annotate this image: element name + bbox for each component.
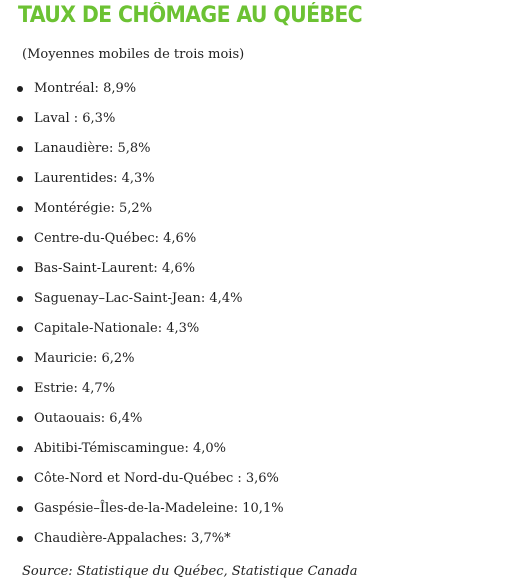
list-item-text: Montréal: 8,9% bbox=[34, 81, 137, 96]
list-item-text: Laurentides: 4,3% bbox=[34, 171, 155, 186]
list-item-text: Centre-du-Québec: 4,6% bbox=[34, 231, 197, 246]
bullet-icon bbox=[17, 86, 23, 92]
list-item-text: Outaouais: 6,4% bbox=[34, 411, 143, 426]
bullet-icon bbox=[17, 266, 23, 272]
list-item-text: Abitibi-Témiscamingue: 4,0% bbox=[34, 441, 226, 456]
bullet-icon bbox=[17, 176, 23, 182]
source-note: Source: Statistique du Québec, Statistique Canada bbox=[22, 564, 358, 579]
list-item-text: Laval : 6,3% bbox=[34, 111, 116, 126]
list-item-text: Estrie: 4,7% bbox=[34, 381, 115, 396]
bullet-icon bbox=[17, 236, 23, 242]
bullet-icon bbox=[17, 326, 23, 332]
list-item-text: Capitale-Nationale: 4,3% bbox=[34, 321, 200, 336]
page-title: TAUX DE CHÔMAGE AU QUÉBEC bbox=[18, 3, 363, 28]
bullet-icon bbox=[17, 206, 23, 212]
bullet-icon bbox=[17, 116, 23, 122]
bullet-icon bbox=[17, 536, 23, 542]
list-item-text: Saguenay–Lac-Saint-Jean: 4,4% bbox=[34, 291, 243, 306]
list-item-text: Lanaudière: 5,8% bbox=[34, 141, 151, 156]
bullet-icon bbox=[17, 386, 23, 392]
bullet-icon bbox=[17, 356, 23, 362]
list-item-text: Chaudière-Appalaches: 3,7%* bbox=[34, 531, 231, 546]
bullet-icon bbox=[17, 446, 23, 452]
bullet-icon bbox=[17, 296, 23, 302]
list-item-text: Mauricie: 6,2% bbox=[34, 351, 135, 366]
bullet-icon bbox=[17, 506, 23, 512]
bullet-icon bbox=[17, 416, 23, 422]
list-item-text: Montérégie: 5,2% bbox=[34, 201, 153, 216]
list-item-text: Côte-Nord et Nord-du-Québec : 3,6% bbox=[34, 471, 279, 486]
bullet-icon bbox=[17, 146, 23, 152]
bullet-icon bbox=[17, 476, 23, 482]
subtitle: (Moyennes mobiles de trois mois) bbox=[22, 47, 245, 62]
list-item-text: Bas-Saint-Laurent: 4,6% bbox=[34, 261, 195, 276]
list-item-text: Gaspésie–Îles-de-la-Madeleine: 10,1% bbox=[34, 501, 284, 516]
